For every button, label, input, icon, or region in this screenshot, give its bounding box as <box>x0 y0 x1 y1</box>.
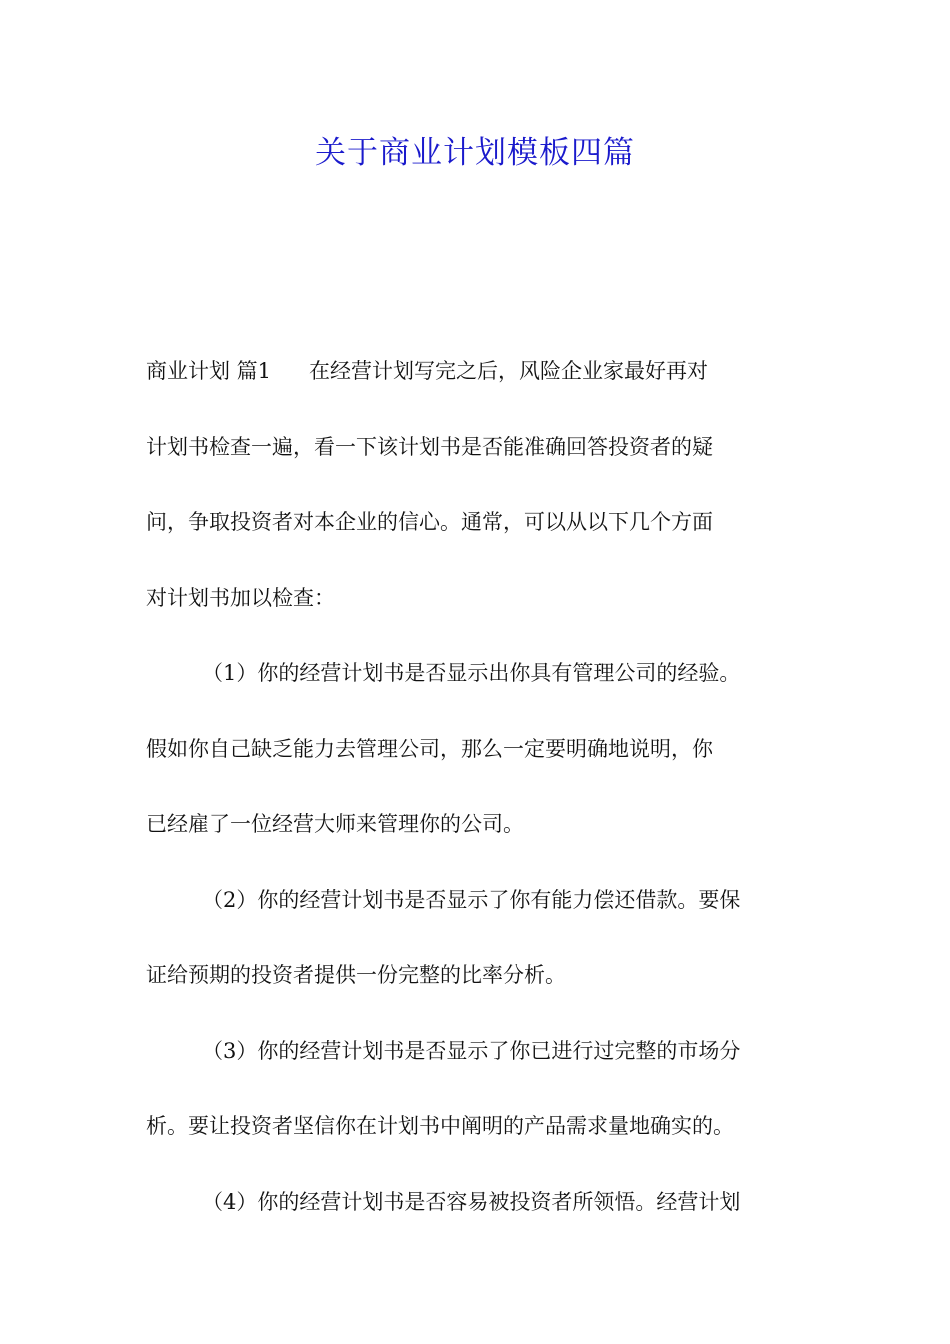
section-label: 商业计划 篇1 <box>146 359 272 383</box>
paragraph-line: 证给预期的投资者提供一份完整的比率分析。 <box>146 963 566 987</box>
document-body <box>146 334 806 1240</box>
paragraph-line: 问，争取投资者对本企业的信心。通常，可以从以下几个方面 <box>146 510 713 534</box>
paragraph-line <box>146 334 806 410</box>
paragraph-line: （4）你的经营计划书是否容易被投资者所领悟。经营计划 <box>202 1189 741 1214</box>
paragraph-line: 假如你自己缺乏能力去管理公司，那么一定要明确地说明，你 <box>146 736 713 761</box>
paragraph-line: （3）你的经营计划书是否显示了你已进行过完整的市场分 <box>202 1038 741 1063</box>
document-title: 关于商业计划模板四篇 <box>315 135 635 171</box>
paragraph-line: 已经雇了一位经营大师来管理你的公司。 <box>146 812 524 836</box>
paragraph-line: （1）你的经营计划书是否显示出你具有管理公司的经验。 <box>202 661 741 685</box>
paragraph-line: 对计划书加以检查： <box>146 585 335 610</box>
paragraph-text: 在经营计划写完之后，风险企业家最好再对 <box>309 359 709 383</box>
paragraph-line: 析。要让投资者坚信你在计划书中阐明的产品需求量地确实的。 <box>146 1114 734 1138</box>
paragraph-line: 计划书检查一遍，看一下该计划书是否能准确回答投资者的疑 <box>146 434 713 459</box>
paragraph-line: （2）你的经营计划书是否显示了你有能力偿还借款。要保 <box>202 887 741 912</box>
